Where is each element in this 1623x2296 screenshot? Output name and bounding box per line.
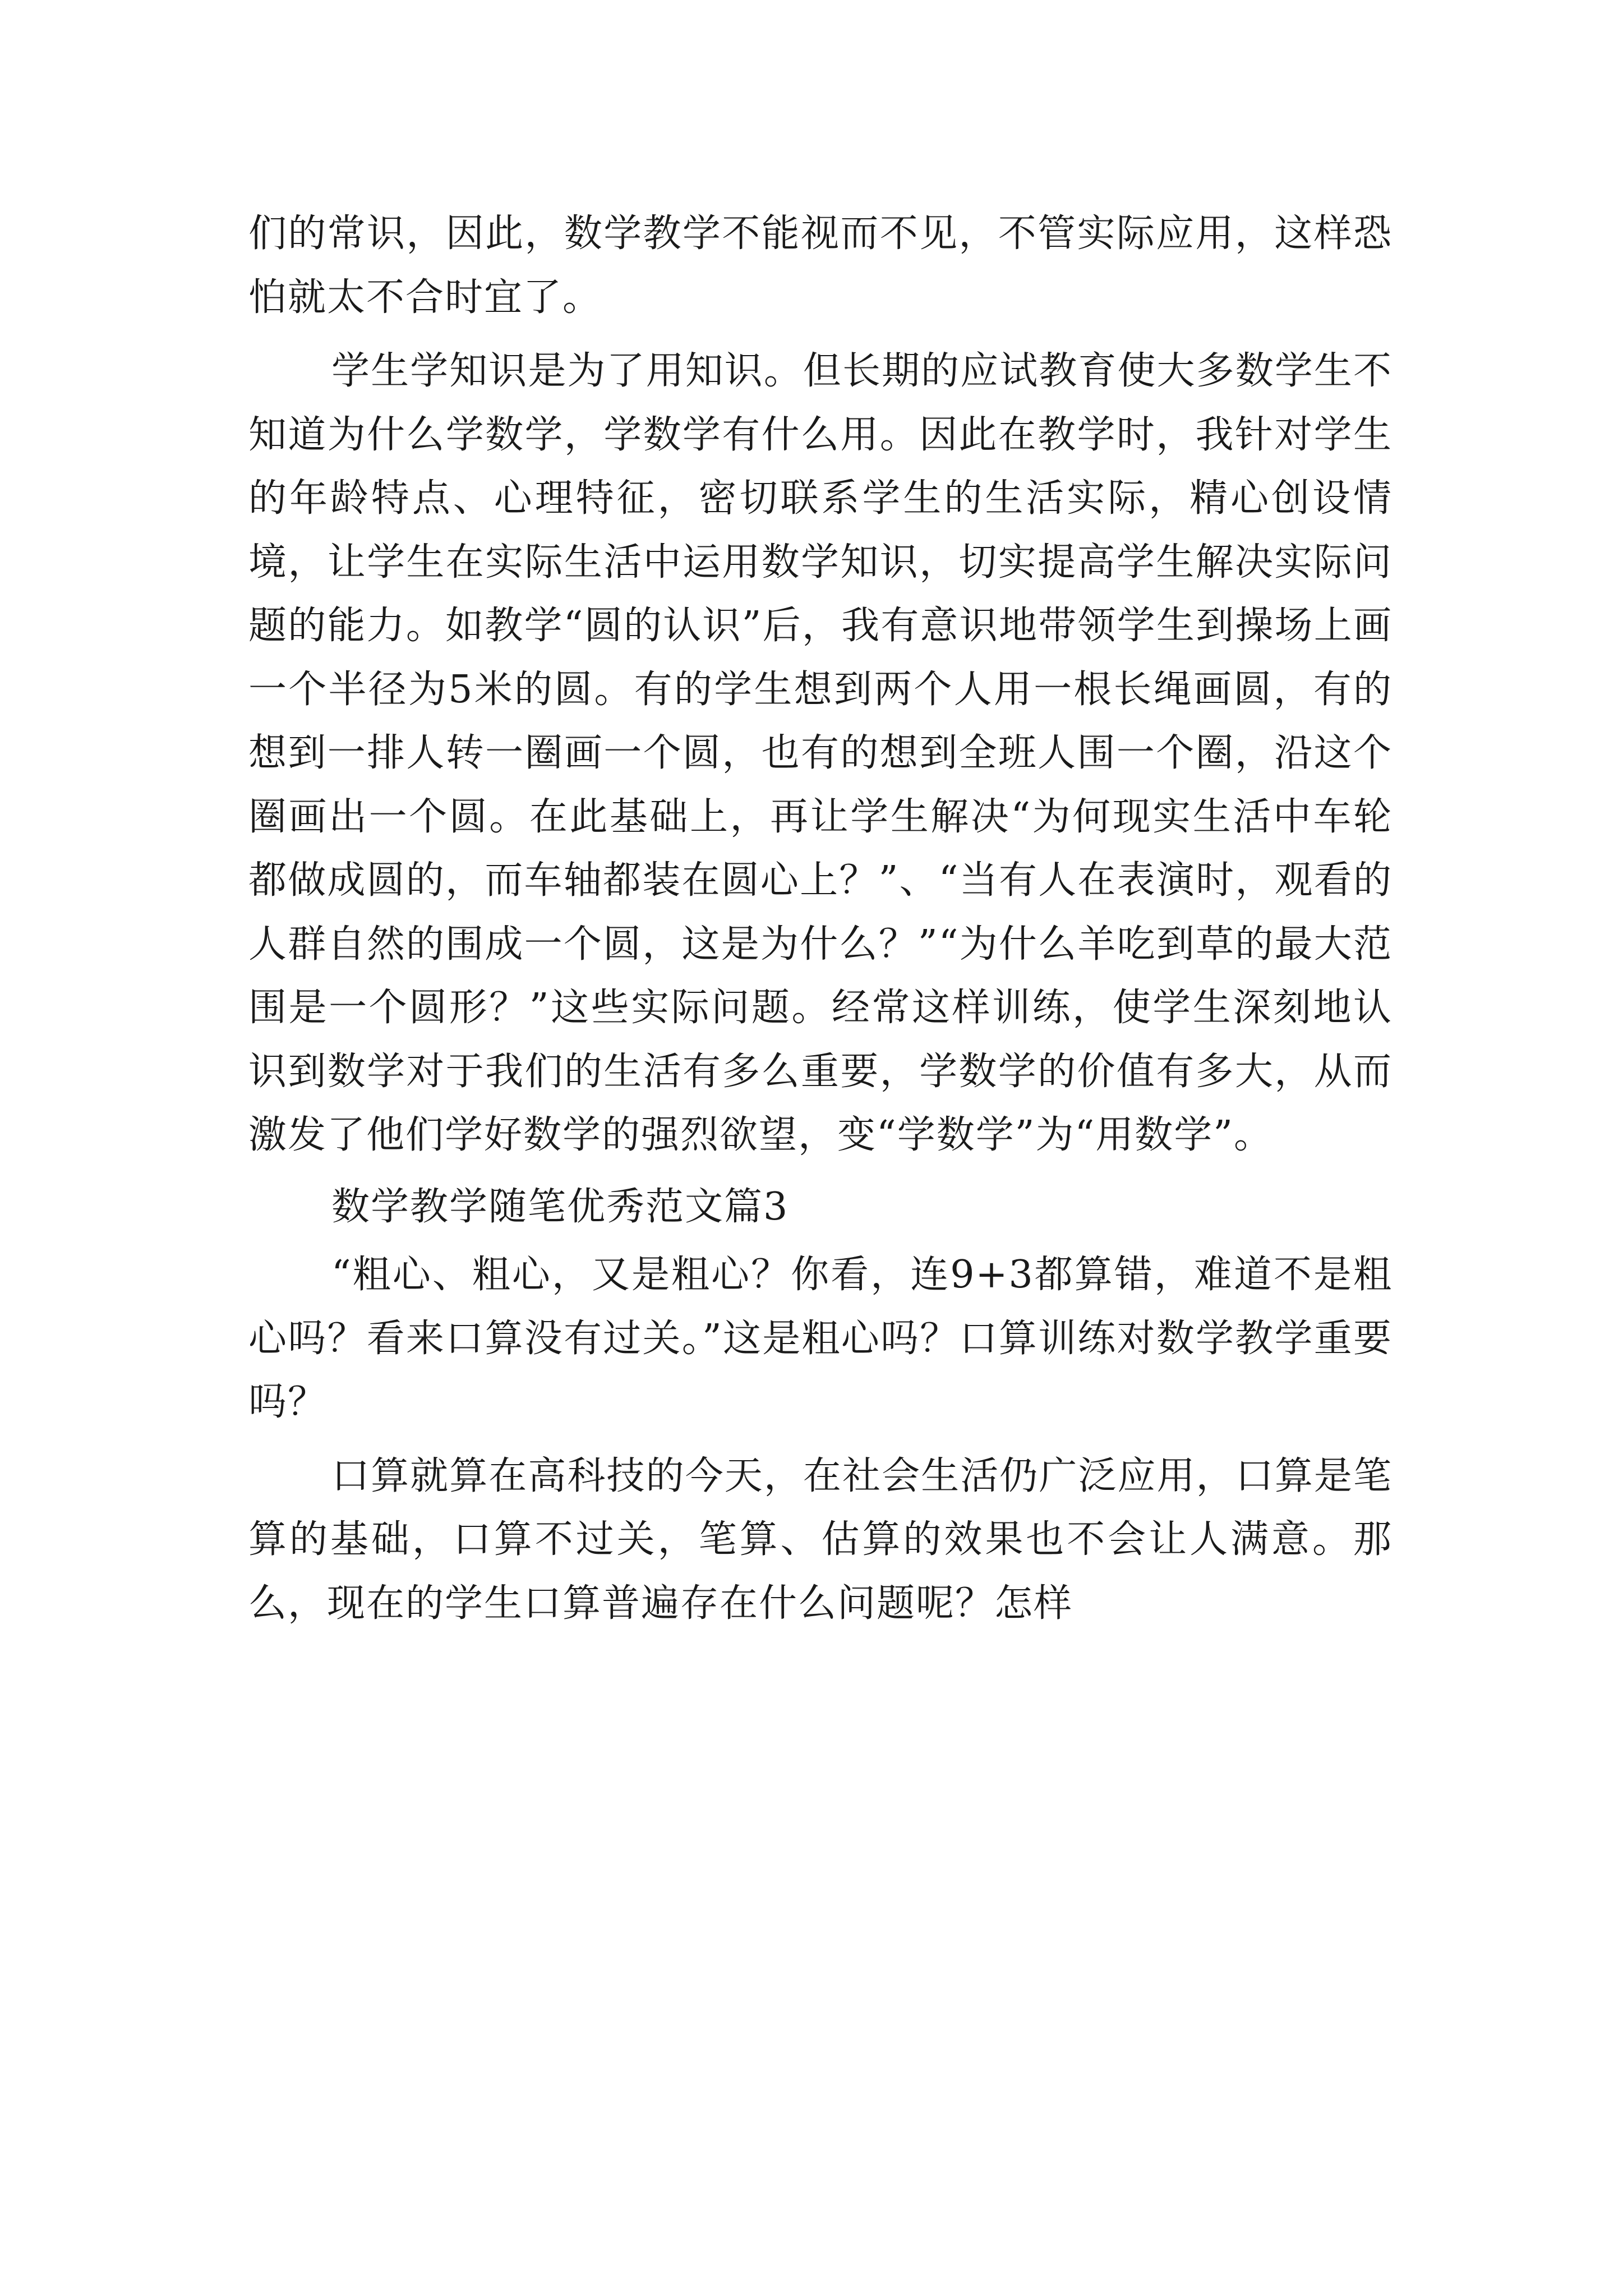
document-body	[248, 202, 1393, 1635]
paragraph-continuation: 们的常识，因此，数学教学不能视而不见，不管实际应用，这样恐怕就太不合时宜了。	[248, 211, 1393, 320]
paragraph-mental-arithmetic: 口算就算在高科技的今天，在社会生活仍广泛应用，口算是笔算的基础，口算不过关，笔算、估算的效果也不会让人满意。那么，现在的学生口算普遍存在什么问题呢？怎样	[248, 1453, 1393, 1626]
paragraph-applying-knowledge: 学生学知识是为了用知识。但长期的应试教育使大多数学生不知道为什么学数学，学数学有什么用。因此在教学时，我针对学生的年龄特点、心理特征，密切联系学生的生活实际，精心创设情境，让学生在实际生活中运用数学知识，切实提高学生解决实际问题的能力。如教学“圆的认识”后，我有意识地带领学生到操场上画一个半径为5米的圆。有的学生想到两个人用一根长绳画圆，有的想到一排人转一圈画一个圆，也有的想到全班人围一个圈，沿这个圈画出一个圆。在此基础上，再让学生解决“为何现实生活中车轮都做成圆的，而车轴都装在圆心上？”、“当有人在表演时，观看的人群自然的围成一个圆，这是为什么？”“为什么羊吃到草的最大范围是一个圆形？”这些实际问题。经常这样训练，使学生深刻地认识到数学对于我们的生活有多么重要，学数学的价值有多大，从而激发了他们学好数学的强烈欲望，变“学数学”为“用数学”。	[248, 349, 1393, 1157]
paragraph-careless-quote: “粗心、粗心，又是粗心？你看，连9+3都算错，难道不是粗心吗？看来口算没有过关。”这是粗心吗？口算训练对数学教学重要吗？	[248, 1253, 1393, 1424]
section-heading: 数学教学随笔优秀范文篇3	[331, 1184, 789, 1229]
